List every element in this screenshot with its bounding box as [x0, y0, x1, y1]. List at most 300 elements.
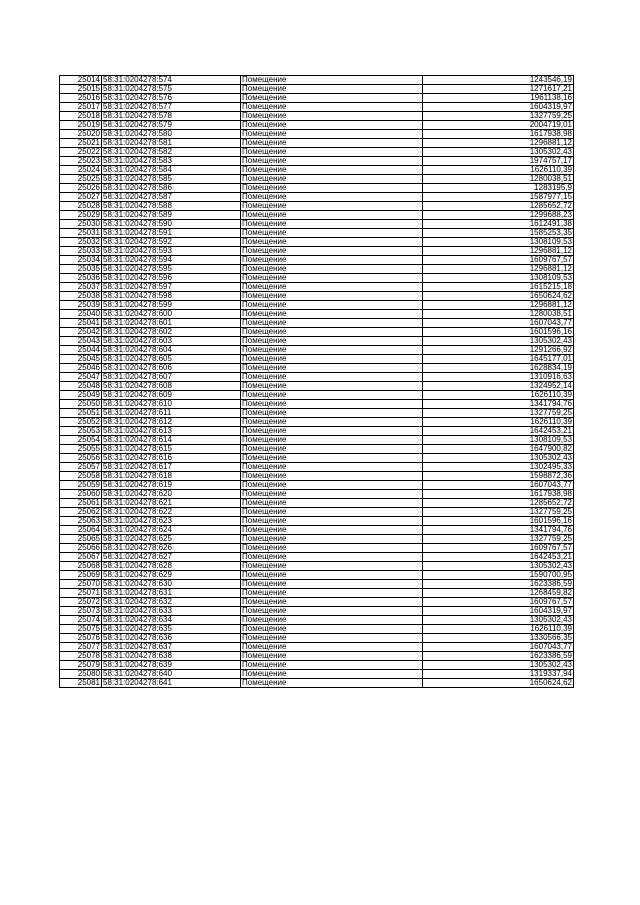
cadastral-number: 58:31:0204278:624	[102, 526, 241, 535]
table-row	[60, 319, 574, 328]
cadastral-value: 1327759,25	[423, 112, 574, 121]
row-number: 25073	[60, 607, 102, 616]
row-number: 25037	[60, 283, 102, 292]
row-number: 25067	[60, 553, 102, 562]
object-type: Помещение	[241, 229, 423, 238]
cadastral-number: 58:31:0204278:623	[102, 517, 241, 526]
cadastral-value: 1604319,97	[423, 103, 574, 112]
table-row	[60, 292, 574, 301]
cadastral-value: 1645177,01	[423, 355, 574, 364]
cadastral-value: 1590700,95	[423, 571, 574, 580]
row-number: 25059	[60, 481, 102, 490]
cadastral-value: 1961138,16	[423, 94, 574, 103]
cadastral-number: 58:31:0204278:594	[102, 256, 241, 265]
cadastral-number: 58:31:0204278:622	[102, 508, 241, 517]
cadastral-number: 58:31:0204278:615	[102, 445, 241, 454]
object-type: Помещение	[241, 679, 423, 688]
cadastral-number: 58:31:0204278:577	[102, 103, 241, 112]
object-type: Помещение	[241, 490, 423, 499]
object-type: Помещение	[241, 121, 423, 130]
row-number: 25027	[60, 193, 102, 202]
table-row	[60, 94, 574, 103]
row-number: 25053	[60, 427, 102, 436]
cadastral-number: 58:31:0204278:597	[102, 283, 241, 292]
row-number: 25031	[60, 229, 102, 238]
cadastral-value: 1305302,43	[423, 616, 574, 625]
row-number: 25047	[60, 373, 102, 382]
cadastral-value: 1285652,72	[423, 202, 574, 211]
object-type: Помещение	[241, 373, 423, 382]
cadastral-value: 1609767,57	[423, 544, 574, 553]
table-row	[60, 499, 574, 508]
table-row	[60, 409, 574, 418]
row-number: 25052	[60, 418, 102, 427]
cadastral-number: 58:31:0204278:635	[102, 625, 241, 634]
table-row	[60, 112, 574, 121]
cadastral-value: 1974757,17	[423, 157, 574, 166]
table-row	[60, 517, 574, 526]
object-type: Помещение	[241, 382, 423, 391]
row-number: 25072	[60, 598, 102, 607]
table-row	[60, 571, 574, 580]
object-type: Помещение	[241, 643, 423, 652]
row-number: 25063	[60, 517, 102, 526]
cadastral-value: 1327759,25	[423, 508, 574, 517]
object-type: Помещение	[241, 139, 423, 148]
table-row	[60, 193, 574, 202]
row-number: 25023	[60, 157, 102, 166]
cadastral-value: 1607043,77	[423, 643, 574, 652]
table-row	[60, 607, 574, 616]
cadastral-number: 58:31:0204278:638	[102, 652, 241, 661]
row-number: 25024	[60, 166, 102, 175]
table-row	[60, 472, 574, 481]
cadastral-number: 58:31:0204278:625	[102, 535, 241, 544]
cadastral-number: 58:31:0204278:604	[102, 346, 241, 355]
cadastral-number: 58:31:0204278:632	[102, 598, 241, 607]
object-type: Помещение	[241, 256, 423, 265]
row-number: 25029	[60, 211, 102, 220]
cadastral-value: 1585253,35	[423, 229, 574, 238]
table-row	[60, 418, 574, 427]
object-type: Помещение	[241, 346, 423, 355]
object-type: Помещение	[241, 238, 423, 247]
table-row	[60, 391, 574, 400]
row-number: 25055	[60, 445, 102, 454]
row-number: 25050	[60, 400, 102, 409]
cadastral-number: 58:31:0204278:601	[102, 319, 241, 328]
cadastral-value: 1341794,76	[423, 400, 574, 409]
object-type: Помещение	[241, 418, 423, 427]
object-type: Помещение	[241, 553, 423, 562]
cadastral-value: 2004719,01	[423, 121, 574, 130]
table-row	[60, 355, 574, 364]
table-row	[60, 274, 574, 283]
row-number: 25060	[60, 490, 102, 499]
cadastral-number: 58:31:0204278:627	[102, 553, 241, 562]
cadastral-number: 58:31:0204278:630	[102, 580, 241, 589]
cadastral-number: 58:31:0204278:640	[102, 670, 241, 679]
table-row	[60, 616, 574, 625]
object-type: Помещение	[241, 670, 423, 679]
table-row	[60, 589, 574, 598]
object-type: Помещение	[241, 517, 423, 526]
object-type: Помещение	[241, 220, 423, 229]
object-type: Помещение	[241, 211, 423, 220]
cadastral-value: 1296881,12	[423, 265, 574, 274]
object-type: Помещение	[241, 391, 423, 400]
cadastral-value: 1330566,35	[423, 634, 574, 643]
cadastral-number: 58:31:0204278:636	[102, 634, 241, 643]
table-row	[60, 364, 574, 373]
cadastral-value: 1617938,98	[423, 490, 574, 499]
object-type: Помещение	[241, 454, 423, 463]
row-number: 25032	[60, 238, 102, 247]
cadastral-number: 58:31:0204278:611	[102, 409, 241, 418]
row-number: 25015	[60, 85, 102, 94]
object-type: Помещение	[241, 247, 423, 256]
cadastral-value: 1617938,98	[423, 130, 574, 139]
table-row	[60, 220, 574, 229]
object-type: Помещение	[241, 337, 423, 346]
cadastral-number: 58:31:0204278:628	[102, 562, 241, 571]
cadastral-value: 1647900,82	[423, 445, 574, 454]
cadastral-value: 1243546,19	[423, 76, 574, 85]
cadastral-value: 1609767,57	[423, 256, 574, 265]
cadastral-number: 58:31:0204278:598	[102, 292, 241, 301]
object-type: Помещение	[241, 427, 423, 436]
cadastral-number: 58:31:0204278:595	[102, 265, 241, 274]
object-type: Помещение	[241, 103, 423, 112]
table-row	[60, 427, 574, 436]
cadastral-number: 58:31:0204278:599	[102, 301, 241, 310]
row-number: 25058	[60, 472, 102, 481]
object-type: Помещение	[241, 499, 423, 508]
row-number: 25041	[60, 319, 102, 328]
object-type: Помещение	[241, 409, 423, 418]
cadastral-value: 1319337,94	[423, 670, 574, 679]
table-row	[60, 490, 574, 499]
cadastral-value: 1305302,43	[423, 562, 574, 571]
row-number: 25076	[60, 634, 102, 643]
cadastral-number: 58:31:0204278:613	[102, 427, 241, 436]
cadastral-number: 58:31:0204278:600	[102, 310, 241, 319]
row-number: 25054	[60, 436, 102, 445]
table-row	[60, 148, 574, 157]
cadastral-number: 58:31:0204278:614	[102, 436, 241, 445]
cadastral-number: 58:31:0204278:620	[102, 490, 241, 499]
cadastral-number: 58:31:0204278:629	[102, 571, 241, 580]
cadastral-number: 58:31:0204278:588	[102, 202, 241, 211]
table-row	[60, 238, 574, 247]
object-type: Помещение	[241, 535, 423, 544]
cadastral-number: 58:31:0204278:592	[102, 238, 241, 247]
row-number: 25057	[60, 463, 102, 472]
table-row	[60, 508, 574, 517]
table-row	[60, 535, 574, 544]
row-number: 25068	[60, 562, 102, 571]
cadastral-value: 1601596,16	[423, 328, 574, 337]
object-type: Помещение	[241, 589, 423, 598]
table-row	[60, 400, 574, 409]
row-number: 25065	[60, 535, 102, 544]
table-row	[60, 661, 574, 670]
object-type: Помещение	[241, 634, 423, 643]
cadastral-number: 58:31:0204278:626	[102, 544, 241, 553]
object-type: Помещение	[241, 400, 423, 409]
row-number: 25014	[60, 76, 102, 85]
cadastral-number: 58:31:0204278:621	[102, 499, 241, 508]
cadastral-number: 58:31:0204278:586	[102, 184, 241, 193]
cadastral-number: 58:31:0204278:593	[102, 247, 241, 256]
table-row	[60, 670, 574, 679]
row-number: 25070	[60, 580, 102, 589]
table-row	[60, 328, 574, 337]
table-row	[60, 301, 574, 310]
cadastral-value: 1283195,9	[423, 184, 574, 193]
row-number: 25045	[60, 355, 102, 364]
cadastral-number: 58:31:0204278:641	[102, 679, 241, 688]
row-number: 25028	[60, 202, 102, 211]
cadastral-value: 1601596,16	[423, 517, 574, 526]
row-number: 25017	[60, 103, 102, 112]
object-type: Помещение	[241, 184, 423, 193]
cadastral-number: 58:31:0204278:587	[102, 193, 241, 202]
cadastral-value: 1587977,15	[423, 193, 574, 202]
row-number: 25038	[60, 292, 102, 301]
table-row	[60, 562, 574, 571]
row-number: 25061	[60, 499, 102, 508]
object-type: Помещение	[241, 157, 423, 166]
cadastral-value: 1285652,72	[423, 499, 574, 508]
row-number: 25040	[60, 310, 102, 319]
cadastral-value: 1324952,14	[423, 382, 574, 391]
table-row	[60, 598, 574, 607]
row-number: 25074	[60, 616, 102, 625]
object-type: Помещение	[241, 85, 423, 94]
object-type: Помещение	[241, 310, 423, 319]
object-type: Помещение	[241, 292, 423, 301]
object-type: Помещение	[241, 445, 423, 454]
object-type: Помещение	[241, 436, 423, 445]
cadastral-value: 1308109,53	[423, 238, 574, 247]
cadastral-number: 58:31:0204278:618	[102, 472, 241, 481]
table-row	[60, 436, 574, 445]
object-type: Помещение	[241, 580, 423, 589]
table-row	[60, 256, 574, 265]
cadastral-value: 1650624,62	[423, 679, 574, 688]
cadastral-value: 1642453,21	[423, 427, 574, 436]
cadastral-number: 58:31:0204278:612	[102, 418, 241, 427]
cadastral-value: 1305302,43	[423, 337, 574, 346]
object-type: Помещение	[241, 175, 423, 184]
cadastral-number: 58:31:0204278:578	[102, 112, 241, 121]
cadastral-number: 58:31:0204278:589	[102, 211, 241, 220]
cadastral-number: 58:31:0204278:605	[102, 355, 241, 364]
cadastral-value: 1296881,12	[423, 247, 574, 256]
row-number: 25035	[60, 265, 102, 274]
row-number: 25081	[60, 679, 102, 688]
row-number: 25079	[60, 661, 102, 670]
cadastral-number: 58:31:0204278:581	[102, 139, 241, 148]
cadastral-number: 58:31:0204278:616	[102, 454, 241, 463]
cadastral-value: 1302495,33	[423, 463, 574, 472]
cadastral-value: 1598872,36	[423, 472, 574, 481]
cadastral-value: 1628834,19	[423, 364, 574, 373]
registry-table	[59, 75, 574, 688]
table-row	[60, 679, 574, 688]
cadastral-value: 1296881,12	[423, 139, 574, 148]
cadastral-number: 58:31:0204278:590	[102, 220, 241, 229]
table-row	[60, 157, 574, 166]
cadastral-number: 58:31:0204278:633	[102, 607, 241, 616]
cadastral-value: 1308109,53	[423, 436, 574, 445]
cadastral-value: 1308109,53	[423, 274, 574, 283]
table-row	[60, 103, 574, 112]
table-row	[60, 85, 574, 94]
row-number: 25034	[60, 256, 102, 265]
cadastral-value: 1310916,63	[423, 373, 574, 382]
table-row	[60, 481, 574, 490]
table-row	[60, 184, 574, 193]
table-row	[60, 580, 574, 589]
object-type: Помещение	[241, 166, 423, 175]
cadastral-value: 1327759,25	[423, 535, 574, 544]
table-row	[60, 175, 574, 184]
table-row	[60, 283, 574, 292]
cadastral-number: 58:31:0204278:637	[102, 643, 241, 652]
table-row	[60, 211, 574, 220]
cadastral-number: 58:31:0204278:634	[102, 616, 241, 625]
cadastral-number: 58:31:0204278:602	[102, 328, 241, 337]
table-row	[60, 346, 574, 355]
cadastral-number: 58:31:0204278:639	[102, 661, 241, 670]
cadastral-number: 58:31:0204278:576	[102, 94, 241, 103]
object-type: Помещение	[241, 625, 423, 634]
cadastral-number: 58:31:0204278:580	[102, 130, 241, 139]
object-type: Помещение	[241, 607, 423, 616]
cadastral-value: 1612491,38	[423, 220, 574, 229]
cadastral-value: 1626110,39	[423, 391, 574, 400]
cadastral-value: 1604319,97	[423, 607, 574, 616]
object-type: Помещение	[241, 562, 423, 571]
cadastral-value: 1341794,76	[423, 526, 574, 535]
table-row	[60, 634, 574, 643]
cadastral-value: 1296881,12	[423, 301, 574, 310]
cadastral-number: 58:31:0204278:583	[102, 157, 241, 166]
cadastral-number: 58:31:0204278:575	[102, 85, 241, 94]
row-number: 25071	[60, 589, 102, 598]
table-row	[60, 643, 574, 652]
object-type: Помещение	[241, 193, 423, 202]
object-type: Помещение	[241, 112, 423, 121]
registry-table-body	[60, 76, 574, 688]
row-number: 25044	[60, 346, 102, 355]
cadastral-number: 58:31:0204278:591	[102, 229, 241, 238]
table-row	[60, 76, 574, 85]
table-row	[60, 526, 574, 535]
cadastral-number: 58:31:0204278:582	[102, 148, 241, 157]
object-type: Помещение	[241, 328, 423, 337]
table-row	[60, 130, 574, 139]
cadastral-value: 1626110,39	[423, 166, 574, 175]
object-type: Помещение	[241, 598, 423, 607]
object-type: Помещение	[241, 526, 423, 535]
cadastral-number: 58:31:0204278:608	[102, 382, 241, 391]
cadastral-value: 1607043,77	[423, 319, 574, 328]
cadastral-value: 1291266,92	[423, 346, 574, 355]
table-row	[60, 247, 574, 256]
cadastral-value: 1280038,51	[423, 310, 574, 319]
cadastral-value: 1650624,62	[423, 292, 574, 301]
table-row	[60, 463, 574, 472]
cadastral-value: 1299688,23	[423, 211, 574, 220]
object-type: Помещение	[241, 202, 423, 211]
cadastral-number: 58:31:0204278:603	[102, 337, 241, 346]
cadastral-number: 58:31:0204278:596	[102, 274, 241, 283]
cadastral-value: 1642453,21	[423, 553, 574, 562]
row-number: 25064	[60, 526, 102, 535]
cadastral-value: 1305302,43	[423, 148, 574, 157]
cadastral-value: 1280038,51	[423, 175, 574, 184]
object-type: Помещение	[241, 481, 423, 490]
cadastral-number: 58:31:0204278:617	[102, 463, 241, 472]
row-number: 25048	[60, 382, 102, 391]
cadastral-value: 1623386,59	[423, 652, 574, 661]
table-row	[60, 373, 574, 382]
cadastral-value: 1609767,57	[423, 598, 574, 607]
cadastral-value: 1607043,77	[423, 481, 574, 490]
table-row	[60, 166, 574, 175]
row-number: 25056	[60, 454, 102, 463]
table-row	[60, 454, 574, 463]
table-row	[60, 382, 574, 391]
cadastral-value: 1305302,43	[423, 661, 574, 670]
table-row	[60, 139, 574, 148]
cadastral-number: 58:31:0204278:579	[102, 121, 241, 130]
cadastral-number: 58:31:0204278:619	[102, 481, 241, 490]
cadastral-value: 1626110,39	[423, 418, 574, 427]
table-row	[60, 553, 574, 562]
row-number: 25046	[60, 364, 102, 373]
object-type: Помещение	[241, 616, 423, 625]
object-type: Помещение	[241, 508, 423, 517]
table-row	[60, 337, 574, 346]
row-number: 25062	[60, 508, 102, 517]
cadastral-number: 58:31:0204278:609	[102, 391, 241, 400]
cadastral-number: 58:31:0204278:631	[102, 589, 241, 598]
row-number: 25077	[60, 643, 102, 652]
cadastral-number: 58:31:0204278:584	[102, 166, 241, 175]
cadastral-number: 58:31:0204278:585	[102, 175, 241, 184]
cadastral-value: 1615215,18	[423, 283, 574, 292]
row-number: 25020	[60, 130, 102, 139]
row-number: 25080	[60, 670, 102, 679]
object-type: Помещение	[241, 472, 423, 481]
row-number: 25039	[60, 301, 102, 310]
object-type: Помещение	[241, 265, 423, 274]
object-type: Помещение	[241, 571, 423, 580]
row-number: 25036	[60, 274, 102, 283]
table-row	[60, 265, 574, 274]
cadastral-value: 1271617,21	[423, 85, 574, 94]
row-number: 25069	[60, 571, 102, 580]
row-number: 25049	[60, 391, 102, 400]
row-number: 25018	[60, 112, 102, 121]
cadastral-value: 1268459,82	[423, 589, 574, 598]
table-row	[60, 544, 574, 553]
row-number: 25033	[60, 247, 102, 256]
